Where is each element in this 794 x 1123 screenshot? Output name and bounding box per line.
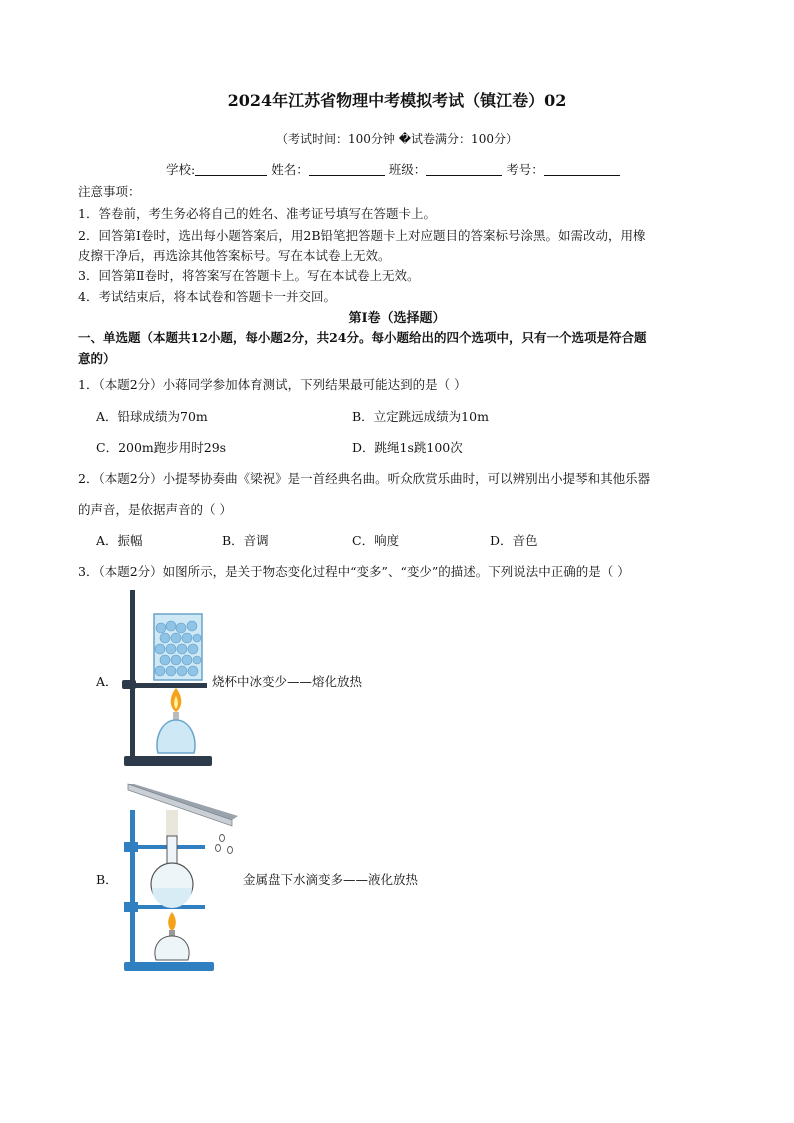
clamp xyxy=(122,680,136,689)
lamp-wick-holder xyxy=(169,930,175,936)
water-droplets xyxy=(216,835,233,854)
q3-stem: 3．（本题2分）如图所示，是关于物态变化过程中“变多”、“变少”的描述。下列说法中正确的是（ ） xyxy=(78,564,630,579)
q2-stem-line2: 的声音，是依据声音的（ ） xyxy=(78,502,232,517)
stand-base xyxy=(124,962,214,971)
name-label: 姓名： xyxy=(271,162,309,177)
notes-heading: 注意事项： xyxy=(78,184,141,199)
class-label: 班级： xyxy=(388,162,427,177)
alcohol-lamp xyxy=(157,720,195,753)
q3-option-a-label[interactable]: A． xyxy=(96,674,118,689)
stand-rod xyxy=(130,810,135,966)
q1-option-c[interactable]: C．200m跑步用时29s xyxy=(96,440,227,455)
metal-tray xyxy=(128,784,232,826)
note-item: 1．答卷前，考生务必将自己的姓名、准考证号填写在答题卡上。 xyxy=(78,206,436,221)
q1-option-b[interactable]: B．立定跳远成绩为10m xyxy=(352,409,489,424)
lamp-wick-holder xyxy=(173,712,179,720)
section-heading: 第Ⅰ卷（选择题） xyxy=(348,311,446,326)
note-item: 2．回答第Ⅰ卷时，选出每小题答案后，用2B铅笔把答题卡上对应题目的答案标号涂黑。如需改动，用橡 xyxy=(78,228,646,243)
number-label: 考号： xyxy=(506,162,544,177)
exam-subtitle: （考试时间：100分钟 �试卷满分：100分） xyxy=(276,132,518,146)
school-label: 学校: xyxy=(166,162,196,177)
beaker-ice-heating-figure xyxy=(118,588,218,772)
ring-support xyxy=(135,683,207,688)
q1-option-d[interactable]: D．跳绳1s跳100次 xyxy=(352,440,463,455)
q3-option-b-label[interactable]: B． xyxy=(96,872,118,887)
student-info-line xyxy=(166,160,620,178)
q2-stem-line1: 2．（本题2分）小提琴协奏曲《梁祝》是一首经典名曲。听众欣赏乐曲时，可以辨别出小提琴和其他乐器 xyxy=(78,471,651,486)
q1-option-a[interactable]: A．铅球成绩为70m xyxy=(96,409,208,424)
alcohol-lamp xyxy=(155,936,189,960)
note-item: 3．回答第Ⅱ卷时，将答案写在答题卡上。写在本试卷上无效。 xyxy=(78,268,420,283)
part-heading-line2: 意的） xyxy=(78,351,116,366)
school-blank[interactable] xyxy=(195,162,267,176)
flask-metal-tray-figure xyxy=(118,780,244,976)
page-title: 2024年江苏省物理中考模拟考试（镇江卷）02 xyxy=(227,91,567,110)
ice-cubes xyxy=(155,621,201,676)
part-heading-line1: 一、单选题（本题共12小题，每小题2分，共24分。每小题给出的四个选项中，只有一个选项是符合题 xyxy=(78,330,647,345)
stand-base xyxy=(124,756,212,766)
note-item: 皮擦干净后，再选涂其他答案标号。写在本试卷上无效。 xyxy=(78,248,391,263)
flame xyxy=(168,912,176,931)
steam xyxy=(166,810,178,838)
number-blank[interactable] xyxy=(544,162,620,176)
q3-option-a-caption: 烧杯中冰变少——熔化放热 xyxy=(212,674,363,689)
note-item: 4．考试结束后，将本试卷和答题卡一并交回。 xyxy=(78,289,336,304)
q2-option-c[interactable]: C．响度 xyxy=(352,533,400,548)
q3-option-b-caption: 金属盘下水滴变多——液化放热 xyxy=(243,872,419,887)
q2-option-a[interactable]: A．振幅 xyxy=(96,533,143,548)
class-blank[interactable] xyxy=(426,162,502,176)
q2-option-b[interactable]: B．音调 xyxy=(222,533,269,548)
q1-stem: 1．（本题2分）小蒋同学参加体育测试，下列结果最可能达到的是（ ） xyxy=(78,377,467,392)
stand-rod xyxy=(130,590,135,762)
name-blank[interactable] xyxy=(309,162,385,176)
q2-option-d[interactable]: D．音色 xyxy=(490,533,538,548)
